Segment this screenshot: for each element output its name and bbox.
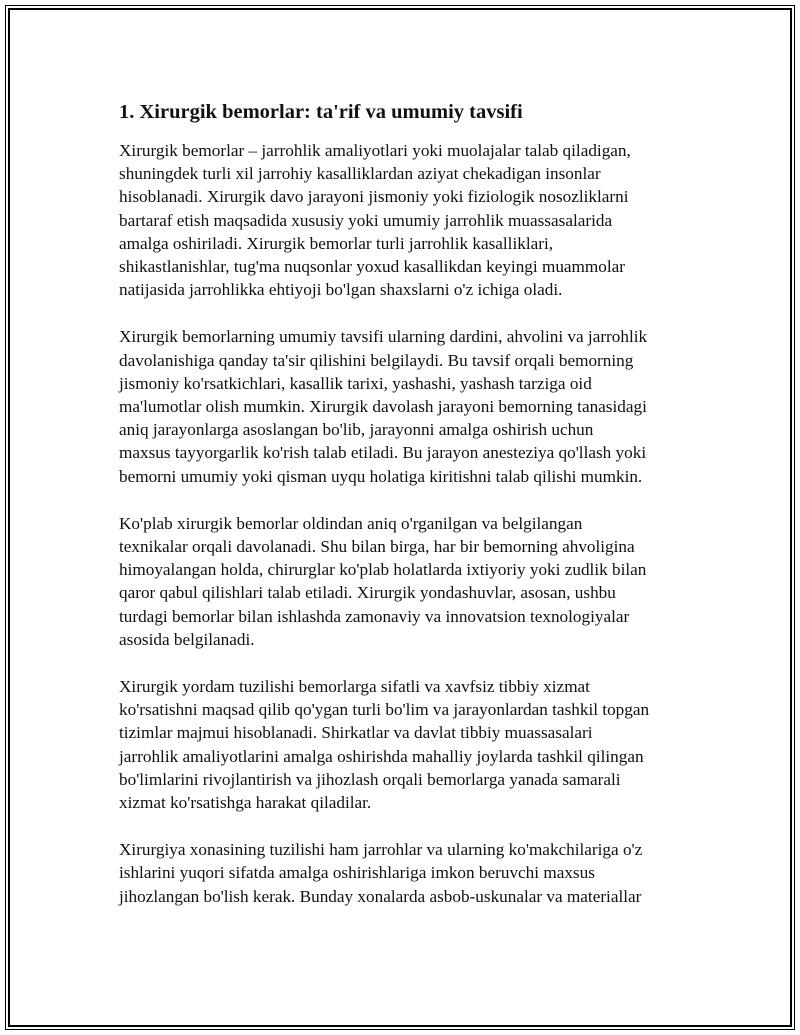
text-line: bo'limlarini rivojlantirish va jihozlash orqali bemorlarga yanada samarali [119,769,621,789]
text-line: shikastlanishlar, tug'ma nuqsonlar yoxud kasallikdan keyingi muammolar [119,257,626,277]
text-line: maxsus tayyorgarlik ko'rish talab etiladi. Bu jarayon anesteziya qo'llash yoki [119,443,647,463]
text-line: Xirurgik bemorlarning umumiy tavsifi ularning dardini, ahvolini va jarrohlik [119,327,648,347]
text-line: jihozlangan bo'lish kerak. Bunday xonalarda asbob-uskunalar va materiallar [119,886,642,906]
page-frame [5,5,795,1030]
text-line: asosida belgilanadi. [119,629,255,649]
text-line: tizimlar majmui hisoblanadi. Shirkatlar va davlat tibbiy muassasalari [119,723,593,743]
section-title: 1. Xirurgik bemorlar: ta'rif va umumiy tavsifi [119,101,523,123]
text-line: ishlarini yuqori sifatda amalga oshirishlariga imkon beruvchi maxsus [119,863,595,883]
text-line: ma'lumotlar olish mumkin. Xirurgik davolash jarayoni bemorning tanasidagi [119,397,647,417]
paragraph-5 [119,838,694,908]
text-line: hisoblanadi. Xirurgik davo jarayoni jismoniy yoki fiziologik nosozliklarni [119,187,629,207]
text-line: natijasida jarrohlikka ehtiyoji bo'lgan shaxslarni o'z ichiga oladi. [119,280,563,300]
text-line: xizmat ko'rsatishga harakat qiladilar. [119,793,372,813]
text-line: texnikalar orqali davolanadi. Shu bilan birga, har bir bemorning ahvoligina [119,537,635,557]
document-body [119,98,694,932]
text-line: qaror qabul qilishlari talab etiladi. Xirurgik yondashuvlar, asosan, ushbu [119,583,616,603]
text-line: turdagi bemorlar bilan ishlashda zamonaviy va innovatsion texnologiyalar [119,606,630,626]
text-line: Ko'plab xirurgik bemorlar oldindan aniq o'rganilgan va belgilangan [119,513,583,533]
text-line: Xirurgik yordam tuzilishi bemorlarga sifatli va xavfsiz tibbiy xizmat [119,677,590,697]
text-line: jarrohlik amaliyotlarini amalga oshirishda mahalliy joylarda tashkil qilingan [119,746,644,766]
text-line: bemorni umumiy yoki qisman uyqu holatiga kiritishni talab qilishi mumkin. [119,466,643,486]
text-line: himoyalangan holda, chirurglar ko'plab holatlarda ixtiyoriy yoki zudlik bilan [119,560,647,580]
paragraph-2 [119,325,694,487]
text-line: aniq jarayonlarga asoslangan bo'lib, jarayonni amalga oshirish uchun [119,420,594,440]
paragraph-1 [119,139,694,301]
text-line: shuningdek turli xil jarrohiy kasalliklardan aziyat chekadigan insonlar [119,164,601,184]
text-line: amalga oshiriladi. Xirurgik bemorlar turli jarrohlik kasalliklari, [119,233,554,253]
paragraph-3 [119,512,694,651]
text-line: Xirurgiya xonasining tuzilishi ham jarrohlar va ularning ko'makchilariga o'z [119,840,643,860]
text-line: Xirurgik bemorlar – jarrohlik amaliyotlari yoki muolajalar talab qiladigan, [119,141,631,160]
text-line: ko'rsatishni maqsad qilib qo'ygan turli bo'lim va jarayonlardan tashkil topgan [119,700,650,720]
text-line: davolanishiga qanday ta'sir qilishini belgilaydi. Bu tavsif orqali bemorning [119,350,634,370]
text-line: bartaraf etish maqsadida xususiy yoki umumiy jarrohlik muassasalarida [119,210,613,230]
text-line: jismoniy ko'rsatkichlari, kasallik tarixi, yashashi, yashash tarziga oid [119,373,592,393]
paragraph-4 [119,675,694,814]
